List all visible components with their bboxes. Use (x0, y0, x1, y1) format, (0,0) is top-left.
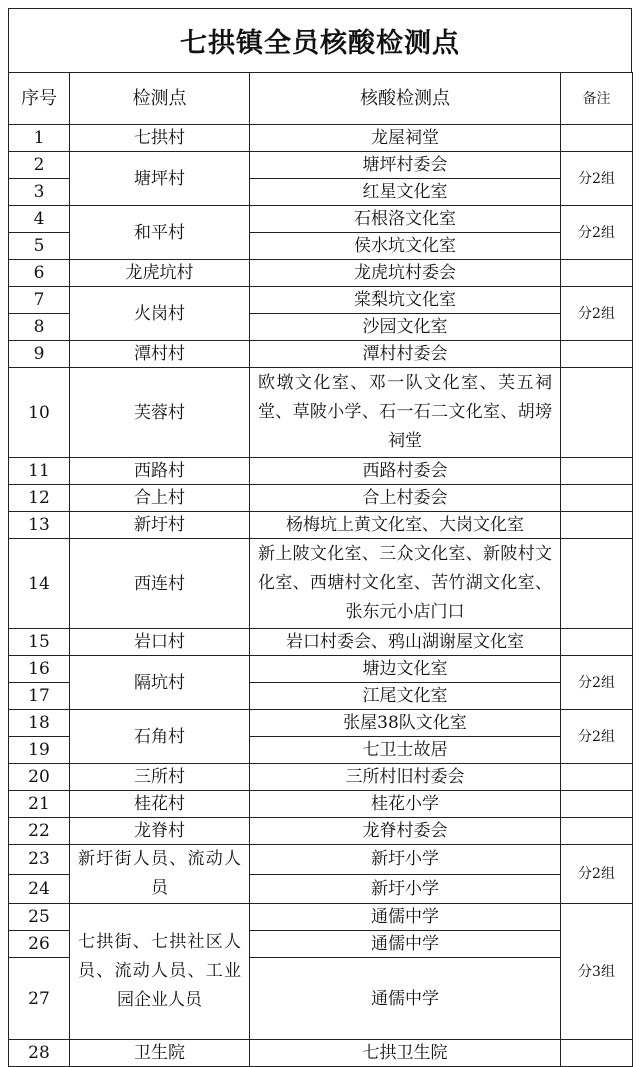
row-no: 11 (9, 458, 70, 485)
table-row (9, 845, 633, 875)
row-site: 红星文化室 (250, 179, 561, 206)
row-note (561, 791, 633, 818)
table-row (9, 368, 633, 458)
row-no: 8 (9, 314, 70, 341)
table-row (9, 818, 633, 845)
row-site: 新圩小学 (250, 874, 561, 904)
row-site: 新圩小学 (250, 845, 561, 875)
row-no: 17 (9, 683, 70, 710)
row-note (561, 368, 633, 458)
row-village: 西连村 (70, 539, 250, 629)
row-note: 分2组 (561, 845, 633, 904)
table-row (9, 512, 633, 539)
row-no: 9 (9, 341, 70, 368)
header-village: 检测点 (70, 73, 250, 125)
row-site: 沙园文化室 (250, 314, 561, 341)
table-row (9, 1040, 633, 1067)
row-no: 28 (9, 1040, 70, 1067)
row-note (561, 260, 633, 287)
header-no: 序号 (9, 73, 70, 125)
table-row (9, 152, 633, 179)
row-site: 通儒中学 (250, 931, 561, 958)
table-row (9, 791, 633, 818)
row-note (561, 458, 633, 485)
row-site: 塘坪村委会 (250, 152, 561, 179)
row-village: 和平村 (70, 206, 250, 260)
row-no: 2 (9, 152, 70, 179)
row-site: 七拱卫生院 (250, 1040, 561, 1067)
testing-sites-table (8, 72, 633, 1067)
row-site: 潭村村委会 (250, 341, 561, 368)
row-no: 10 (9, 368, 70, 458)
row-village: 塘坪村 (70, 152, 250, 206)
row-no: 19 (9, 737, 70, 764)
document-sheet (8, 8, 632, 1063)
row-no: 3 (9, 179, 70, 206)
row-no: 13 (9, 512, 70, 539)
row-no: 22 (9, 818, 70, 845)
row-site: 七卫士故居 (250, 737, 561, 764)
table-row (9, 629, 633, 656)
row-village: 三所村 (70, 764, 250, 791)
row-village: 七拱街、七拱社区人员、流动人员、工业园企业人员 (70, 904, 250, 1040)
row-village: 石角村 (70, 710, 250, 764)
row-no: 23 (9, 845, 70, 875)
row-site: 通儒中学 (250, 958, 561, 1040)
row-note (561, 1040, 633, 1067)
row-village: 岩口村 (70, 629, 250, 656)
row-no: 12 (9, 485, 70, 512)
header-note: 备注 (561, 73, 633, 125)
row-site: 棠梨坑文化室 (250, 287, 561, 314)
row-site: 龙屋祠堂 (250, 125, 561, 152)
row-no: 5 (9, 233, 70, 260)
table-row (9, 656, 633, 683)
table-row (9, 341, 633, 368)
row-no: 1 (9, 125, 70, 152)
row-village: 七拱村 (70, 125, 250, 152)
row-site: 张屋38队文化室 (250, 710, 561, 737)
row-note (561, 341, 633, 368)
row-site: 通儒中学 (250, 904, 561, 931)
row-note (561, 764, 633, 791)
row-no: 4 (9, 206, 70, 233)
row-village: 隔坑村 (70, 656, 250, 710)
row-note (561, 629, 633, 656)
row-note (561, 485, 633, 512)
row-village: 新圩村 (70, 512, 250, 539)
row-site: 江尾文化室 (250, 683, 561, 710)
row-village: 卫生院 (70, 1040, 250, 1067)
row-site: 岩口村委会、鸦山湖谢屋文化室 (250, 629, 561, 656)
row-village: 火岗村 (70, 287, 250, 341)
row-no: 26 (9, 931, 70, 958)
row-no: 27 (9, 958, 70, 1040)
row-village: 芙蓉村 (70, 368, 250, 458)
row-site: 三所村旧村委会 (250, 764, 561, 791)
row-village: 龙虎坑村 (70, 260, 250, 287)
row-site: 新上陂文化室、三众文化室、新陂村文化室、西塘村文化室、苦竹湖文化室、张东元小店门口 (250, 539, 561, 629)
table-row (9, 764, 633, 791)
row-village: 桂花村 (70, 791, 250, 818)
table-row (9, 539, 633, 629)
row-site: 合上村委会 (250, 485, 561, 512)
row-no: 25 (9, 904, 70, 931)
row-site: 龙虎坑村委会 (250, 260, 561, 287)
table-row (9, 485, 633, 512)
table-row (9, 710, 633, 737)
row-no: 14 (9, 539, 70, 629)
row-note: 分3组 (561, 904, 633, 1040)
row-no: 20 (9, 764, 70, 791)
row-no: 18 (9, 710, 70, 737)
row-note: 分2组 (561, 656, 633, 710)
row-village: 西路村 (70, 458, 250, 485)
page-title: 七拱镇全员核酸检测点 (8, 8, 632, 72)
table-row (9, 125, 633, 152)
table-row (9, 206, 633, 233)
row-note: 分2组 (561, 710, 633, 764)
row-note (561, 818, 633, 845)
row-note: 分2组 (561, 152, 633, 206)
table-row (9, 260, 633, 287)
row-site: 石根洛文化室 (250, 206, 561, 233)
row-village: 新圩街人员、流动人员 (70, 845, 250, 904)
row-no: 16 (9, 656, 70, 683)
row-village: 龙脊村 (70, 818, 250, 845)
row-no: 7 (9, 287, 70, 314)
row-site: 侯水坑文化室 (250, 233, 561, 260)
row-site: 桂花小学 (250, 791, 561, 818)
row-site: 杨梅坑上黄文化室、大岗文化室 (250, 512, 561, 539)
row-note: 分2组 (561, 206, 633, 260)
row-site: 塘边文化室 (250, 656, 561, 683)
table-row (9, 904, 633, 931)
row-village: 潭村村 (70, 341, 250, 368)
row-no: 6 (9, 260, 70, 287)
row-note: 分2组 (561, 287, 633, 341)
header-site: 核酸检测点 (250, 73, 561, 125)
table-row (9, 287, 633, 314)
row-site: 龙脊村委会 (250, 818, 561, 845)
row-no: 15 (9, 629, 70, 656)
row-site: 欧墩文化室、邓一队文化室、芙五祠堂、草陂小学、石一石二文化室、胡塝祠堂 (250, 368, 561, 458)
row-village: 合上村 (70, 485, 250, 512)
row-no: 24 (9, 874, 70, 904)
row-site: 西路村委会 (250, 458, 561, 485)
row-note (561, 539, 633, 629)
row-no: 21 (9, 791, 70, 818)
row-note (561, 512, 633, 539)
table-row (9, 458, 633, 485)
table-header-row (9, 73, 633, 125)
row-note (561, 125, 633, 152)
